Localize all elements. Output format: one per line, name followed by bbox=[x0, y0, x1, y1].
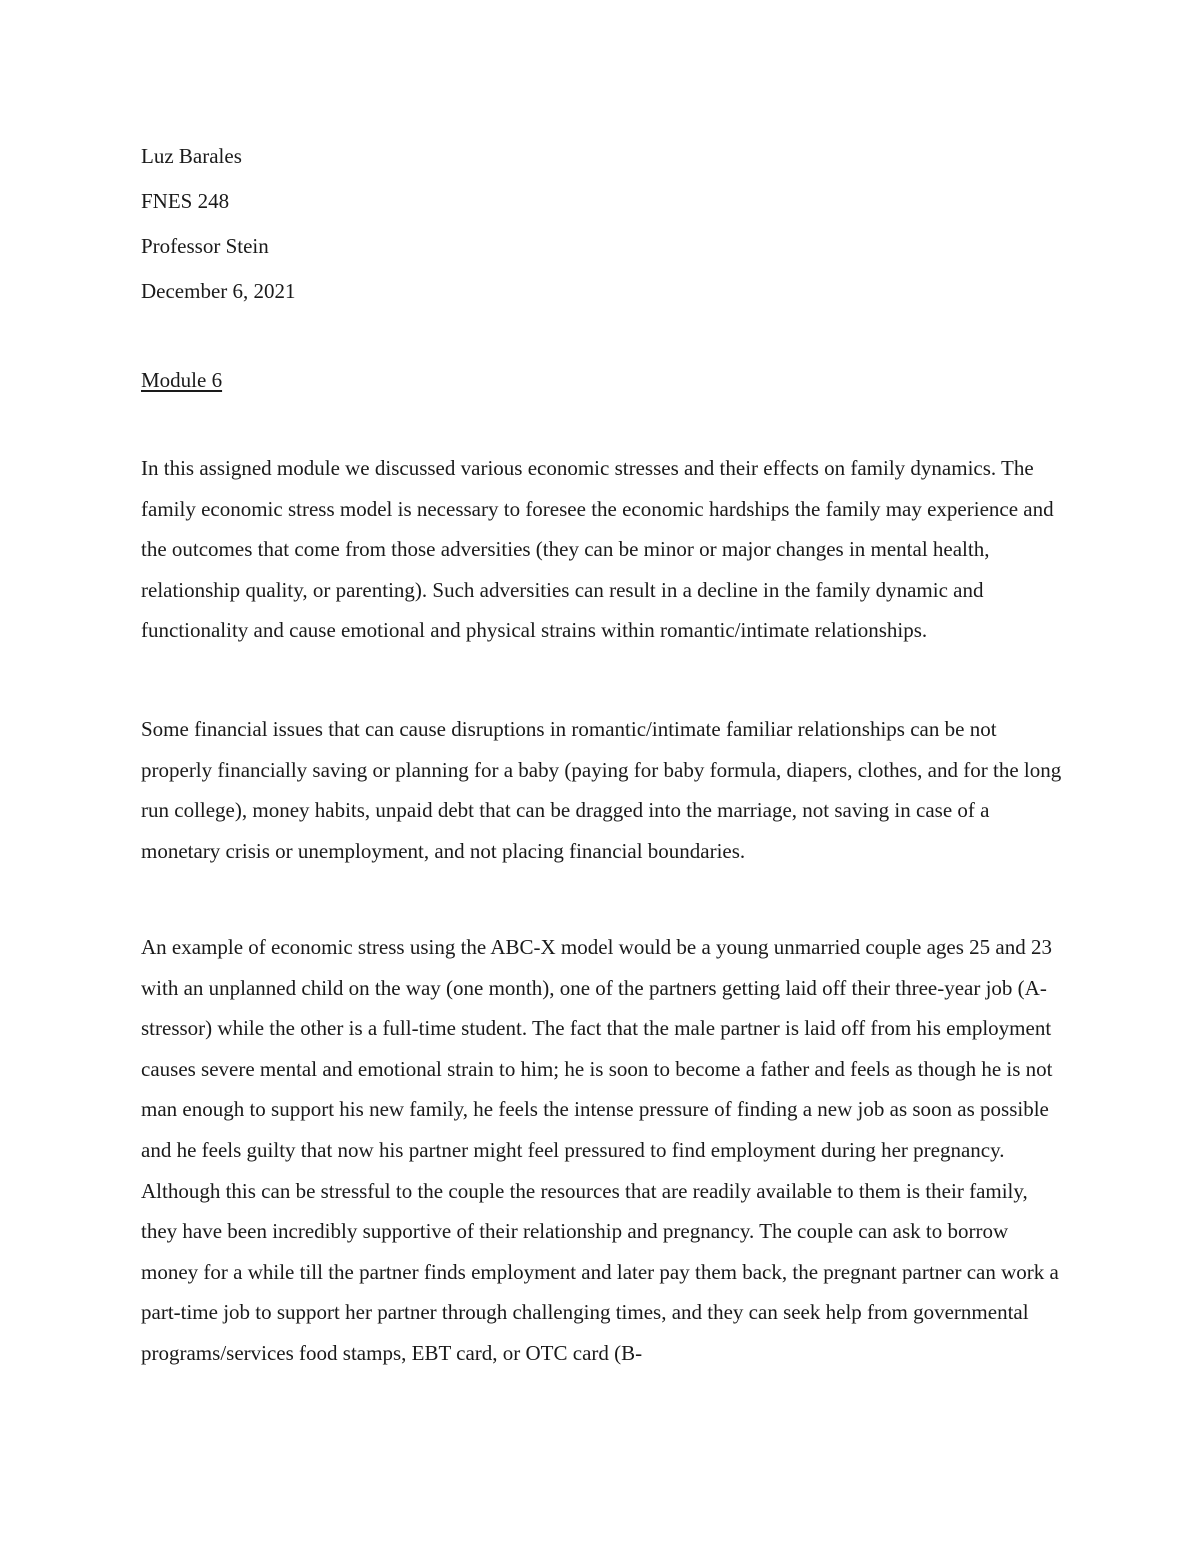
submission-date: December 6, 2021 bbox=[141, 279, 296, 303]
professor-name: Professor Stein bbox=[141, 234, 269, 258]
paragraph: An example of economic stress using the ABC-X model would be a young unmarried couple ages 25 and 23 with an unplanned child on the way (one month), one of the partners getting laid off their three-year job (A-stressor) while the other is a full-time student. The fact that the male partner is laid off from his employment causes severe mental and emotional strain to him; he is soon to become a father and feels as though he is not man enough to support his new family, he feels the intense pressure of finding a new job as soon as possible and he feels guilty that now his partner might feel pressured to find employment during her pregnancy. Although this can be stressful to the couple the resources that are readily available to them is their family, they have been incredibly supportive of their relationship and pregnancy. The couple can ask to borrow money for a while till the partner finds employment and later pay them back, the pregnant partner can work a part-time job to support her partner through challenging times, and they can seek help from governmental programs/services food stamps, EBT card, or OTC card (B- bbox=[141, 935, 1059, 1365]
paragraph: In this assigned module we discussed various economic stresses and their effects on family dynamics. The family economic stress model is necessary to foresee the economic hardships the family may experience and the outcomes that come from those adversities (they can be minor or major changes in mental health, relationship quality, or parenting). Such adversities can result in a decline in the family dynamic and functionality and cause emotional and physical strains within romantic/intimate relationships. bbox=[141, 456, 1054, 643]
course-code: FNES 248 bbox=[141, 189, 230, 213]
author-name: Luz Barales bbox=[141, 144, 242, 168]
paragraph: Some financial issues that can cause disruptions in romantic/intimate familiar relationships can be not properly financially saving or planning for a baby (paying for baby formula, diapers, clothes, and for the long run college), money habits, unpaid debt that can be dragged into the marriage, not saving in case of a monetary crisis or unemployment, and not placing financial boundaries. bbox=[141, 717, 1062, 863]
document-title: Module 6 bbox=[141, 368, 223, 392]
